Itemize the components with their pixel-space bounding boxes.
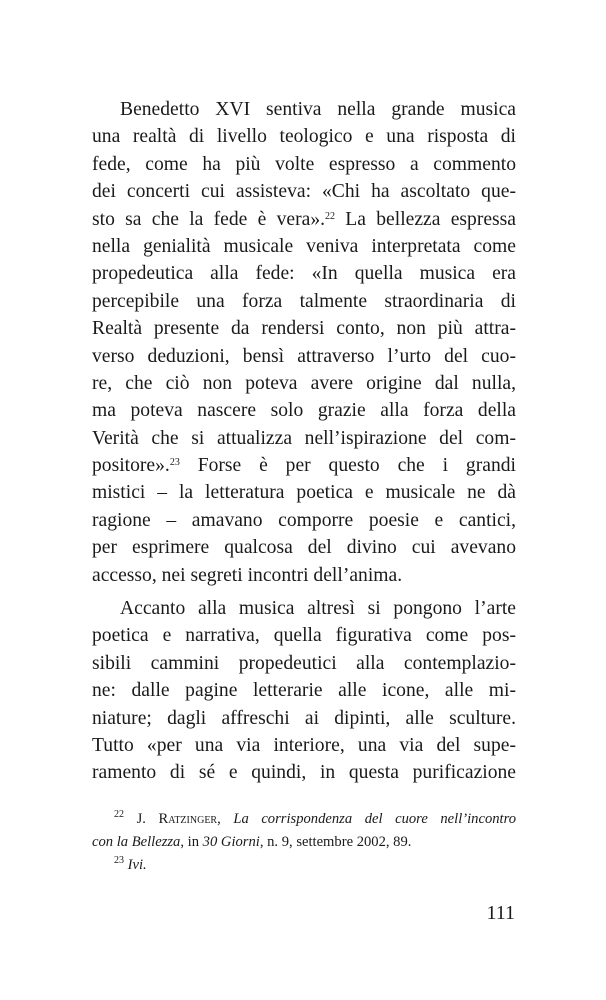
text-line — [92, 425, 516, 452]
line-text: poetica e narrativa, quella figurativa come pos- — [92, 625, 516, 647]
line-text: mistici – la letteratura poetica e musicale ne dà — [92, 482, 516, 504]
line-text: sto sa che la fede è vera». — [92, 208, 326, 230]
line-text: La bellezza espressa — [335, 208, 516, 230]
footnote-number: 22 — [114, 809, 124, 820]
text-line — [92, 96, 516, 123]
line-text: ma poteva nascere solo grazie alla forza della — [92, 400, 516, 422]
text-line — [92, 315, 516, 342]
line-text: accesso, nei segreti incontri dell’anima. — [92, 564, 403, 586]
line-text: ramento di sé e quindi, in questa purificazione — [92, 762, 516, 784]
text-line — [92, 595, 516, 622]
text-line — [92, 650, 516, 677]
line-text: una realtà di livello teologico e una risposta di — [92, 126, 516, 148]
body-text — [92, 96, 516, 787]
text-line — [92, 732, 516, 759]
footnote-title-cont: con la Bellezza — [92, 834, 181, 850]
line-text: sibili cammini propedeutici alla contemplazio- — [92, 652, 516, 674]
text-line — [92, 260, 516, 287]
text-line — [92, 479, 516, 506]
text-line — [92, 507, 516, 534]
text-line — [92, 397, 516, 424]
line-text: niature; dagli affreschi ai dipinti, alle sculture. — [92, 707, 516, 729]
text-line — [92, 562, 516, 589]
text-line — [92, 206, 516, 233]
text-line — [92, 759, 516, 786]
footnote-22-line-1 — [92, 808, 516, 831]
text-line — [92, 343, 516, 370]
line-text: ragione – amavano comporre poesie e cantici, — [92, 509, 516, 531]
text-line — [92, 123, 516, 150]
text-line — [92, 370, 516, 397]
line-text: Forse è per questo che i grandi — [179, 455, 516, 477]
text-line — [92, 151, 516, 178]
footnote-journal: 30 Giorni — [202, 834, 260, 850]
footnote-ref: 22 — [325, 210, 336, 222]
footnote-text: Ivi. — [127, 857, 147, 873]
line-text: percepibile una forza talmente straordinaria di — [92, 290, 516, 312]
text-line — [92, 622, 516, 649]
line-text: re, che ciò non poteva avere origine dal nulla, — [92, 372, 516, 394]
footnote-title: La corrispondenza del cuore nell’incontro — [233, 811, 517, 827]
line-text: propedeutica alla fede: «In quella musica era — [92, 263, 516, 285]
text-line — [92, 534, 516, 561]
text-line — [92, 233, 516, 260]
line-text: nella genialità musicale veniva interpretata come — [92, 235, 516, 257]
footnotes — [92, 808, 516, 877]
text-line — [92, 178, 516, 205]
footnote-ref: 23 — [169, 457, 180, 469]
footnote-author: J. Ratzinger — [136, 811, 218, 827]
line-text: Benedetto XVI sentiva nella grande musica — [120, 99, 516, 120]
line-text: positore». — [92, 455, 170, 477]
line-text: Realtà presente da rendersi conto, non più attra- — [92, 318, 516, 340]
footnote-22-line-2 — [92, 831, 516, 854]
separator: , in — [180, 834, 203, 850]
separator: , — [217, 811, 234, 827]
footnote-details: , n. 9, settembre 2002, 89. — [259, 834, 412, 850]
line-text: Accanto alla musica altresì si pongono l’arte — [120, 598, 516, 620]
line-text: per esprimere qualcosa del divino cui avevano — [92, 537, 516, 559]
line-text: dei concerti cui assisteva: «Chi ha ascoltato que- — [92, 181, 516, 203]
footnote-23 — [92, 854, 516, 877]
text-line — [92, 452, 516, 479]
page-number: 111 — [486, 902, 515, 924]
line-text: Verità che si attualizza nell’ispirazione del com- — [92, 427, 516, 449]
text-line — [92, 288, 516, 315]
line-text: Tutto «per una via interiore, una via del supe- — [92, 734, 516, 756]
text-line — [92, 705, 516, 732]
line-text: ne: dalle pagine letterarie alle icone, alle mi- — [92, 680, 516, 702]
line-text: verso deduzioni, bensì attraverso l’urto del cuo- — [92, 345, 516, 367]
text-line — [92, 677, 516, 704]
footnote-number: 23 — [114, 855, 124, 866]
line-text: fede, come ha più volte espresso a commento — [92, 153, 516, 175]
